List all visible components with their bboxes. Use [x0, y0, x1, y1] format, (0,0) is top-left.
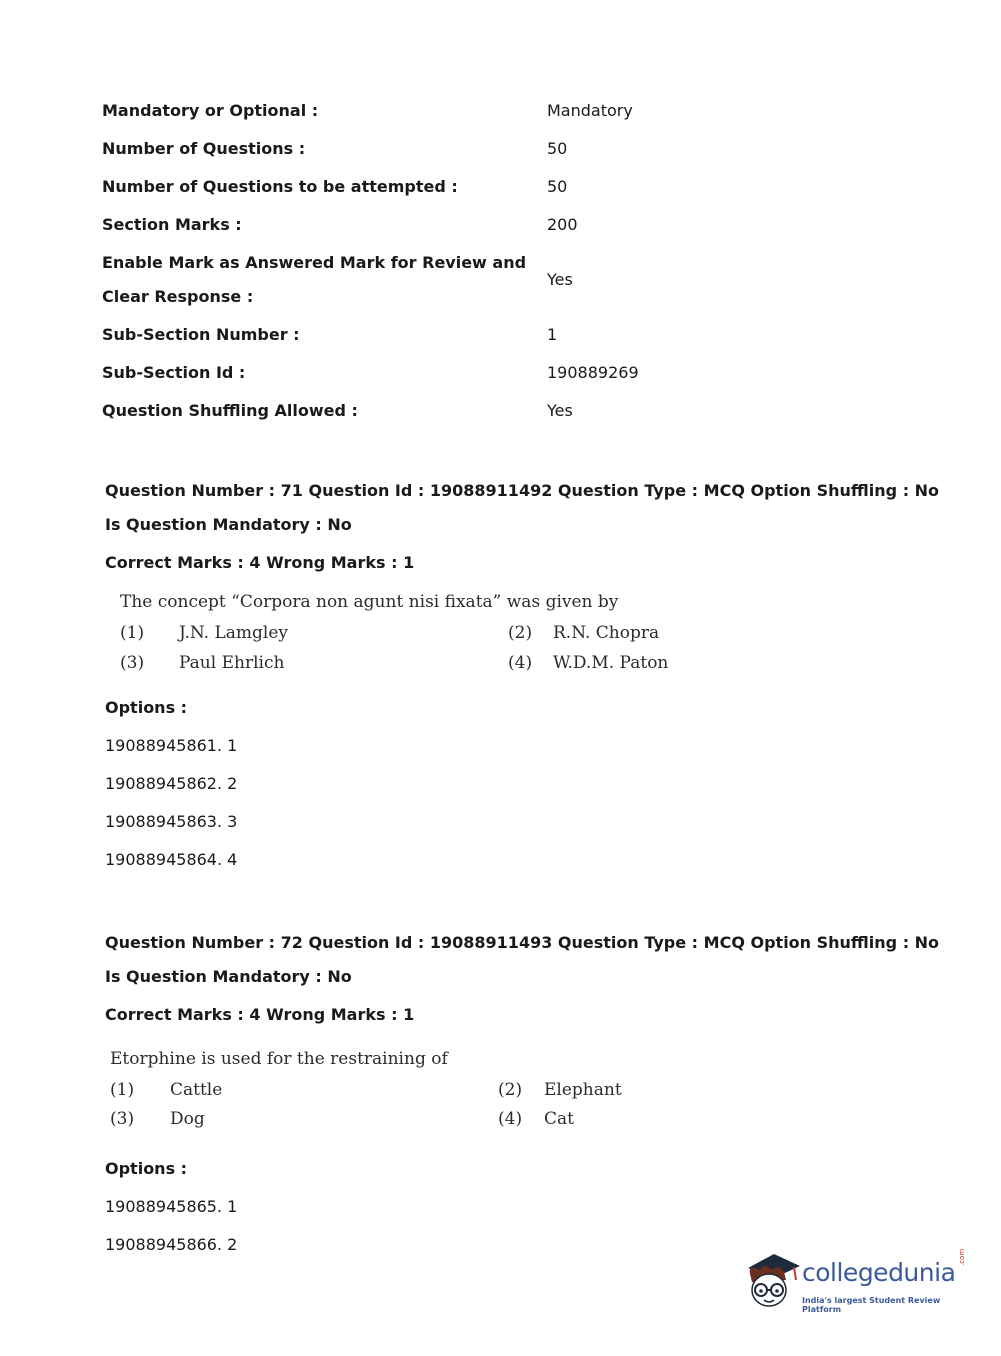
info-value-shuffling: Yes: [547, 401, 573, 420]
question-marks: Correct Marks : 4 Wrong Marks : 1: [105, 1005, 415, 1024]
info-label-mandatory: Mandatory or Optional :: [102, 101, 319, 120]
option-item: 19088945861. 1: [105, 736, 238, 755]
info-label-attempted: Number of Questions to be attempted :: [102, 177, 458, 196]
choice-text: R.N. Chopra: [553, 623, 660, 643]
question-header: Question Number : 71 Question Id : 19088911492 Question Type : MCQ Option Shuffling : No: [105, 481, 940, 500]
collegedunia-logo: [742, 1250, 972, 1320]
choice-number: (4): [498, 1109, 523, 1129]
choice-text: Dog: [170, 1109, 205, 1129]
info-label-subsection-id: Sub-Section Id :: [102, 363, 246, 382]
question-mandatory: Is Question Mandatory : No: [105, 967, 352, 986]
option-item: 19088945866. 2: [105, 1235, 238, 1254]
option-item: 19088945862. 2: [105, 774, 238, 793]
options-label: Options :: [105, 698, 188, 717]
choice-number: (3): [110, 1109, 135, 1129]
choice-number: (3): [120, 653, 145, 673]
choice-number: (1): [120, 623, 145, 643]
option-item: 19088945863. 3: [105, 812, 238, 831]
choice-number: (2): [498, 1080, 523, 1100]
info-value-mandatory: Mandatory: [547, 101, 633, 120]
choice-text: Cattle: [170, 1080, 223, 1100]
info-label-num-questions: Number of Questions :: [102, 139, 306, 158]
info-label-subsection-number: Sub-Section Number :: [102, 325, 300, 344]
option-item: 19088945865. 1: [105, 1197, 238, 1216]
info-label-section-marks: Section Marks :: [102, 215, 242, 234]
choice-number: (2): [508, 623, 533, 643]
question-marks: Correct Marks : 4 Wrong Marks : 1: [105, 553, 415, 572]
question-text: The concept “Corpora non agunt nisi fixata” was given by: [120, 592, 619, 612]
info-value-section-marks: 200: [547, 215, 578, 234]
info-value-subsection-id: 190889269: [547, 363, 639, 382]
student-mascot-icon: [742, 1250, 802, 1312]
choice-text: Paul Ehrlich: [179, 653, 285, 673]
info-value-attempted: 50: [547, 177, 568, 196]
choice-text: Cat: [544, 1109, 574, 1129]
logo-brand-text: collegedunia: [802, 1258, 956, 1287]
logo-suffix-text: .com: [958, 1248, 966, 1266]
choice-text: J.N. Lamgley: [179, 623, 289, 643]
choice-text: W.D.M. Paton: [553, 653, 669, 673]
info-label-enable-mark-line1: Enable Mark as Answered Mark for Review and: [102, 253, 527, 272]
info-value-enable-mark: Yes: [547, 270, 573, 289]
info-label-enable-mark-line2: Clear Response :: [102, 287, 254, 306]
choice-number: (4): [508, 653, 533, 673]
info-value-num-questions: 50: [547, 139, 568, 158]
logo-tagline: India's largest Student Review Platform: [802, 1296, 941, 1314]
info-label-shuffling: Question Shuffling Allowed :: [102, 401, 358, 420]
option-item: 19088945864. 4: [105, 850, 238, 869]
options-label: Options :: [105, 1159, 188, 1178]
info-value-subsection-number: 1: [547, 325, 558, 344]
question-mandatory: Is Question Mandatory : No: [105, 515, 352, 534]
question-text: Etorphine is used for the restraining of: [110, 1049, 448, 1069]
choice-text: Elephant: [544, 1080, 622, 1100]
choice-number: (1): [110, 1080, 135, 1100]
question-header: Question Number : 72 Question Id : 19088911493 Question Type : MCQ Option Shuffling : No: [105, 933, 940, 952]
